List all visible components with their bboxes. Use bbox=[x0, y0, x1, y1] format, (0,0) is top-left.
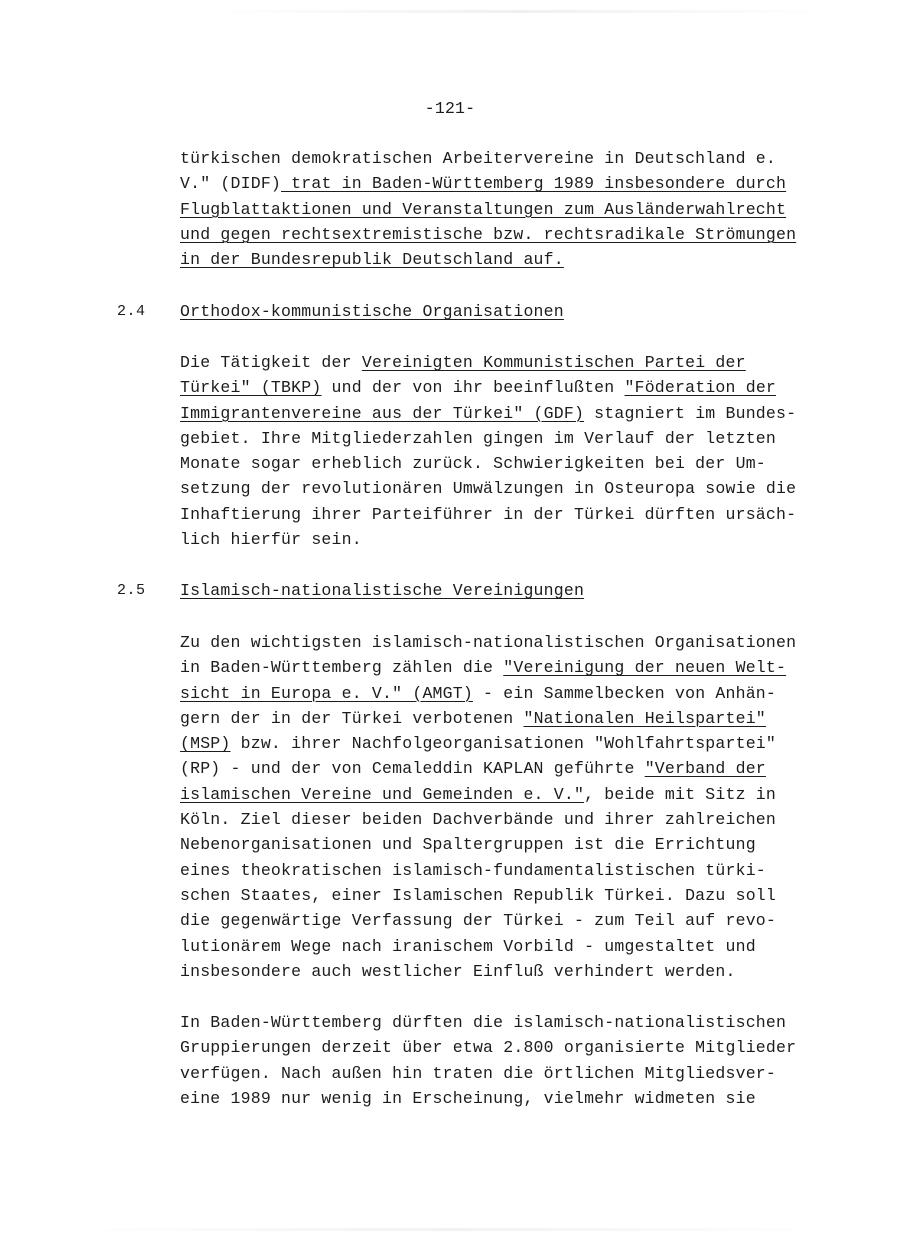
closing-paragraph bbox=[180, 1010, 840, 1111]
plain-text: lutionärem Wege nach iranischem Vorbild - umgestaltet und bbox=[180, 936, 756, 956]
underlined-text: trat in Baden-Württemberg 1989 insbesondere durch bbox=[281, 174, 787, 194]
underlined-text: in der Bundesrepublik Deutschland auf. bbox=[180, 250, 564, 270]
plain-text: in Baden-Württemberg zählen die bbox=[180, 658, 504, 678]
text-line bbox=[180, 476, 840, 501]
text-line bbox=[180, 1061, 840, 1086]
plain-text: türkischen demokratischen Arbeitervereine in Deutschland e. bbox=[180, 149, 776, 168]
text-line bbox=[180, 731, 840, 756]
plain-text: Die Tätigkeit der bbox=[180, 353, 362, 372]
text-line bbox=[180, 426, 840, 451]
text-line bbox=[180, 1086, 840, 1111]
plain-text: stagniert im Bundes- bbox=[584, 403, 797, 423]
text-line bbox=[180, 222, 840, 247]
underlined-text: und gegen rechtsextremistische bzw. rechtsradikale Strömungen bbox=[180, 224, 797, 244]
underlined-text: Vereinigten Kommunistischen Partei der bbox=[361, 353, 746, 372]
underlined-text: sicht in Europa e. V." (AMGT) bbox=[180, 683, 473, 703]
text-line bbox=[180, 883, 840, 908]
text-line bbox=[180, 934, 840, 959]
plain-text: gebiet. Ihre Mitgliederzahlen gingen im Verlauf der letzten bbox=[180, 428, 776, 448]
plain-text: Inhaftierung ihrer Parteiführer in der Türkei dürften ursäch- bbox=[180, 504, 797, 524]
text-line bbox=[180, 247, 840, 272]
plain-text: Köln. Ziel dieser beiden Dachverbände und ihrer zahlreichen bbox=[180, 810, 776, 830]
text-line bbox=[180, 630, 840, 655]
text-line bbox=[180, 655, 840, 680]
underlined-text: Türkei" (TBKP) bbox=[180, 378, 322, 398]
section-number-2-4: 2.4 bbox=[117, 303, 146, 320]
section-number-2-5: 2.5 bbox=[117, 582, 146, 599]
plain-text: Monate sogar erheblich zurück. Schwierigkeiten bei der Um- bbox=[180, 454, 766, 474]
text-line bbox=[180, 197, 840, 222]
text-line bbox=[180, 782, 840, 807]
text-line bbox=[180, 451, 840, 476]
page-number: -121- bbox=[424, 99, 476, 118]
text-line bbox=[180, 756, 840, 781]
plain-text: eines theokratischen islamisch-fundamentalistischen türki- bbox=[180, 860, 766, 880]
plain-text: setzung der revolutionären Umwälzungen in Osteuropa sowie die bbox=[180, 479, 797, 499]
underlined-text: Immigrantenvereine aus der Türkei" (GDF) bbox=[180, 403, 585, 423]
scan-edge-bottom bbox=[60, 1228, 840, 1231]
underlined-text: islamischen Vereine und Gemeinden e. V." bbox=[180, 784, 585, 804]
plain-text: eine 1989 nur wenig in Erscheinung, vielmehr widmeten sie bbox=[180, 1088, 756, 1108]
plain-text: (RP) - und der von Cemaleddin KAPLAN geführte bbox=[180, 759, 645, 779]
section-2-5-paragraph bbox=[180, 630, 840, 984]
plain-text: bzw. ihrer Nachfolgeorganisationen "Wohlfahrtspartei" bbox=[230, 734, 777, 754]
text-line bbox=[180, 375, 840, 400]
plain-text: gern der in der Türkei verbotenen bbox=[180, 708, 524, 728]
text-line bbox=[180, 1010, 840, 1035]
section-title-2-4: Orthodox-kommunistische Organisationen bbox=[180, 302, 564, 321]
text-line bbox=[180, 502, 840, 527]
text-line bbox=[180, 401, 840, 426]
plain-text: Zu den wichtigsten islamisch-nationalistischen Organisationen bbox=[180, 633, 797, 652]
plain-text: lich hierfür sein. bbox=[180, 530, 362, 550]
text-line bbox=[180, 681, 840, 706]
text-line bbox=[180, 1035, 840, 1060]
plain-text: - ein Sammelbecken von Anhän- bbox=[472, 683, 777, 703]
text-line bbox=[180, 146, 840, 171]
intro-paragraph bbox=[180, 146, 840, 272]
plain-text: insbesondere auch westlicher Einfluß verhindert werden. bbox=[180, 961, 736, 981]
plain-text: verfügen. Nach außen hin traten die örtlichen Mitgliedsver- bbox=[180, 1063, 776, 1083]
underlined-text: "Nationalen Heilspartei" bbox=[523, 708, 766, 728]
text-line bbox=[180, 832, 840, 857]
underlined-text: (MSP) bbox=[180, 734, 231, 754]
plain-text: In Baden-Württemberg dürften die islamisch-nationalistischen bbox=[180, 1013, 787, 1032]
plain-text: Nebenorganisationen und Spaltergruppen ist die Errichtung bbox=[180, 835, 756, 855]
underlined-text: "Verband der bbox=[644, 759, 766, 779]
scan-edge-top bbox=[200, 10, 840, 13]
text-line bbox=[180, 527, 840, 552]
text-line bbox=[180, 858, 840, 883]
underlined-text: "Föderation der bbox=[624, 378, 777, 398]
section-title-2-5: Islamisch-nationalistische Vereinigungen bbox=[180, 581, 585, 600]
plain-text: schen Staates, einer Islamischen Republik Türkei. Dazu soll bbox=[180, 885, 776, 905]
plain-text: , beide mit Sitz in bbox=[584, 784, 777, 804]
underlined-text: "Vereinigung der neuen Welt- bbox=[503, 658, 787, 678]
underlined-text: Flugblattaktionen und Veranstaltungen zum Ausländerwahlrecht bbox=[180, 199, 787, 219]
text-line bbox=[180, 908, 840, 933]
plain-text: und der von ihr beeinflußten bbox=[321, 378, 625, 398]
plain-text: die gegenwärtige Verfassung der Türkei - zum Teil auf revo- bbox=[180, 911, 776, 931]
text-line bbox=[180, 706, 840, 731]
plain-text: V." (DIDF) bbox=[180, 174, 282, 194]
text-line bbox=[180, 807, 840, 832]
text-line bbox=[180, 350, 840, 375]
section-2-4-paragraph bbox=[180, 350, 840, 552]
text-line bbox=[180, 959, 840, 984]
plain-text: Gruppierungen derzeit über etwa 2.800 organisierte Mitglieder bbox=[180, 1038, 797, 1058]
text-line bbox=[180, 171, 840, 196]
